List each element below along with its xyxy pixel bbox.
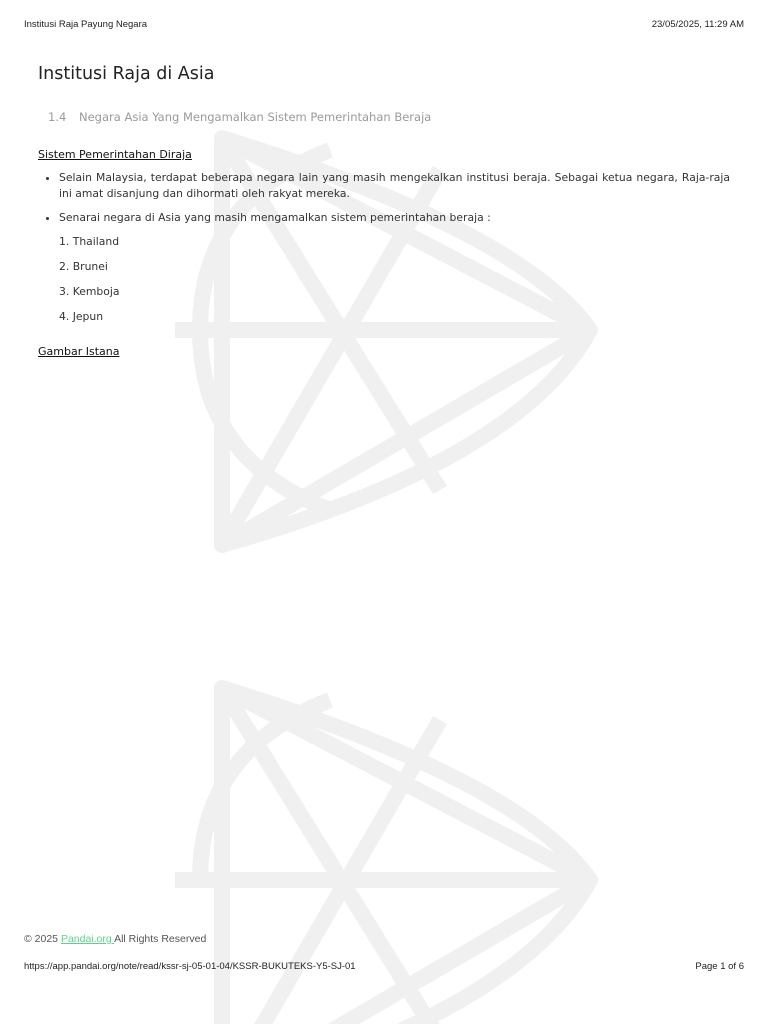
page-title: Institusi Raja di Asia [38, 64, 215, 84]
print-footer [24, 961, 744, 972]
subheading-sistem-pemerintahan: Sistem Pemerintahan Diraja [38, 148, 192, 161]
page-number: Page 1 of 6 [695, 961, 744, 972]
country-item: 3. Kemboja [59, 285, 120, 298]
subheading-gambar-istana: Gambar Istana [38, 345, 120, 358]
country-item: 4. Jepun [59, 310, 104, 323]
country-item: 2. Brunei [59, 260, 108, 273]
copyright-prefix: © 2025 [24, 933, 61, 945]
note-content [38, 64, 730, 358]
bullet-list [38, 170, 730, 226]
footer-url: https://app.pandai.org/note/read/kssr-sj-05-01-04/KSSR-BUKUTEKS-Y5-SJ-01 [24, 961, 356, 972]
header-datetime: 23/05/2025, 11:29 AM [651, 19, 744, 30]
country-item: 1. Thailand [59, 235, 120, 248]
section-heading [38, 110, 730, 124]
print-header [24, 19, 744, 30]
section-title: Negara Asia Yang Mengamalkan Sistem Pemerintahan Beraja [79, 110, 432, 124]
country-list [38, 234, 730, 325]
header-doc-title: Institusi Raja Payung Negara [24, 19, 148, 30]
section-number: 1.4 [48, 110, 67, 124]
copyright-suffix: All Rights Reserved [114, 933, 207, 945]
list-item: • Senarai negara di Asia yang masih mengamalkan sistem pemerintahan beraja : [59, 210, 730, 226]
list-item: • Selain Malaysia, terdapat beberapa negara lain yang masih mengekalkan institusi beraja. Sebagai ketua negara, Raja-raja ini amat disanjung dan dihormati oleh rakyat mereka. [59, 170, 730, 202]
copyright [24, 933, 206, 945]
pandai-link[interactable]: Pandai.org [60, 933, 115, 945]
